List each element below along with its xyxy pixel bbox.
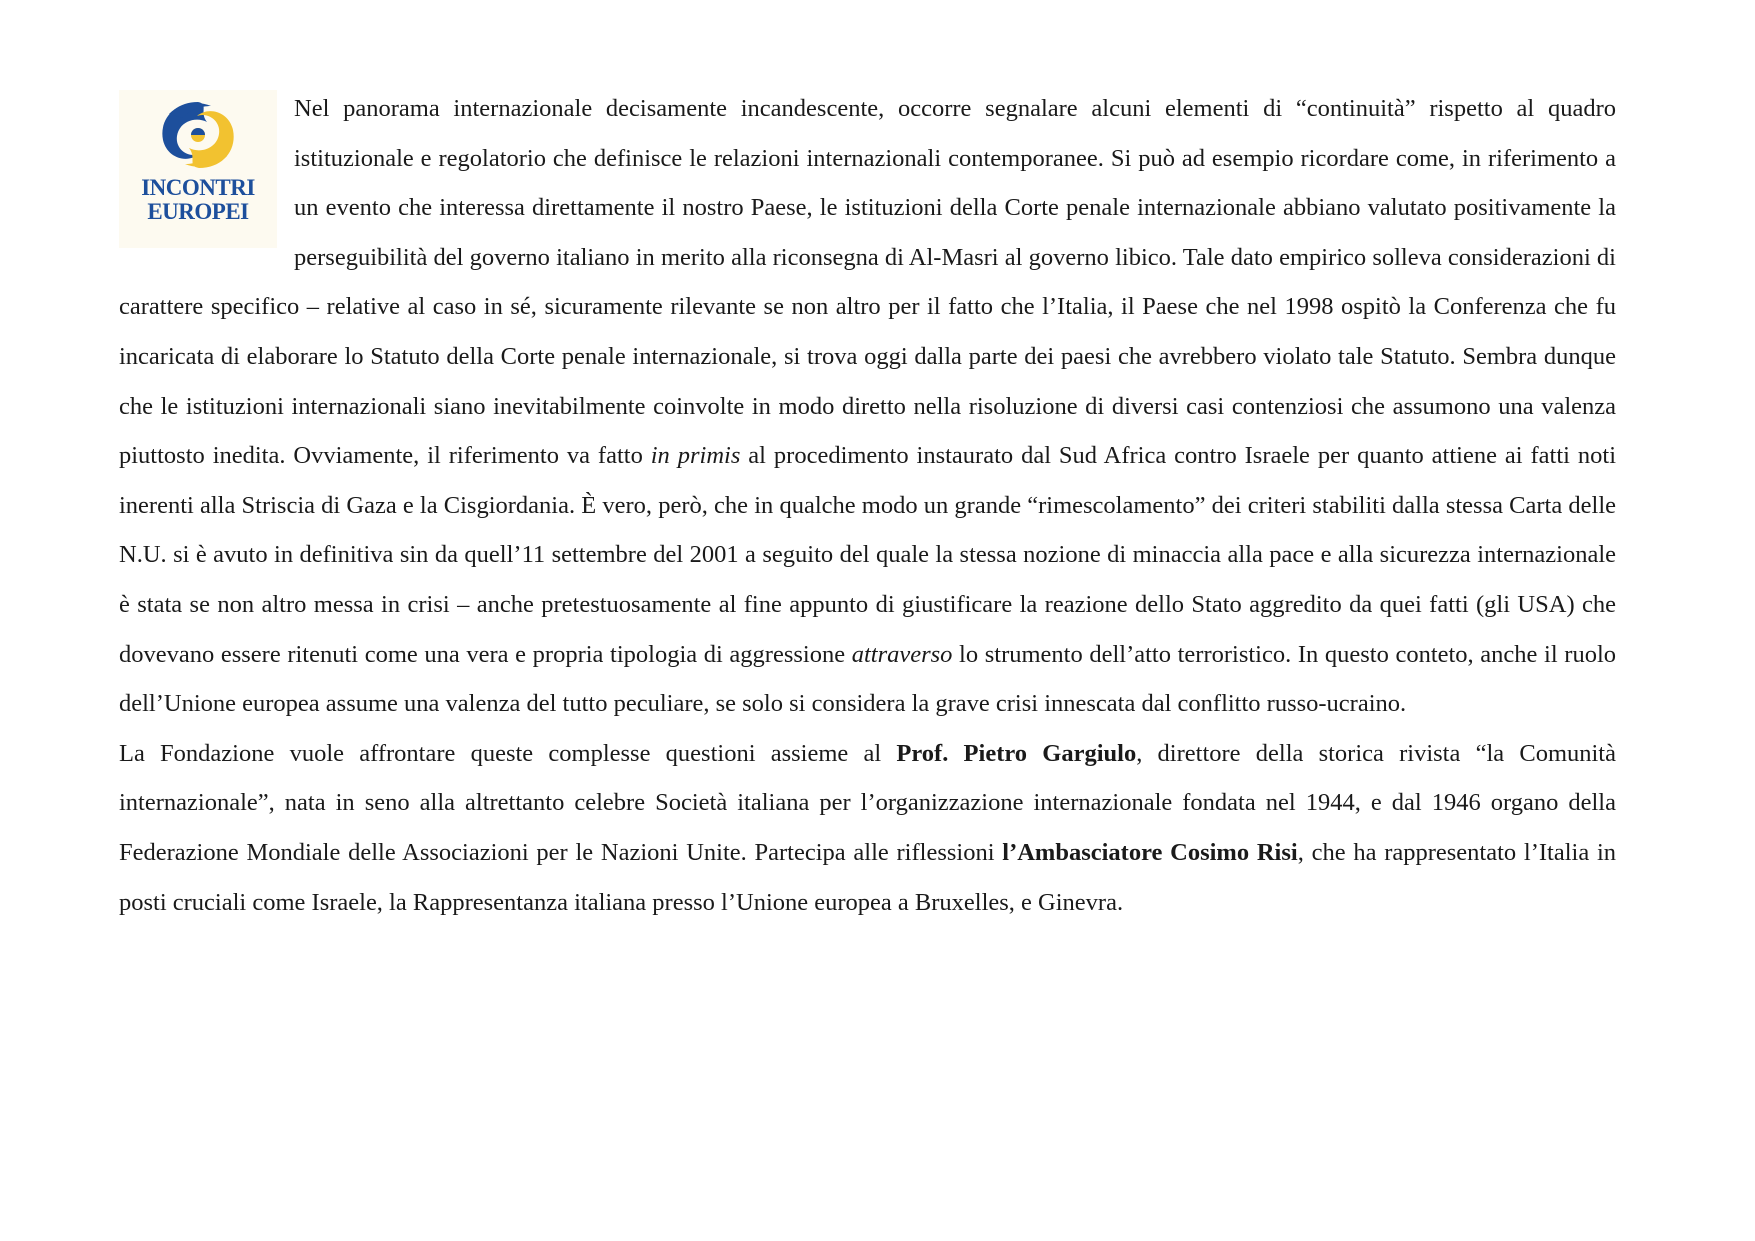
paragraph-text: La Fondazione vuole affrontare queste complesse questioni assieme al: [119, 739, 897, 767]
speaker-name-gargiulo: Prof. Pietro Gargiulo: [896, 739, 1137, 767]
paragraph-text: , che ha rappresentato l’Italia in posti cruciali come Israele, la Rappresentanza italiana presso l’Unione europea a Bruxelles, e Ginevra.: [119, 838, 1617, 916]
swirl-logo-icon: [119, 90, 277, 180]
paragraph-speakers: [119, 729, 1616, 927]
incontri-europei-logo: [119, 90, 277, 248]
logo-text-europei: EUROPEI: [147, 199, 249, 224]
logo-text-incontri: INCONTRI: [141, 175, 255, 200]
paragraph-text: Nel panorama internazionale decisamente incandescente, occorre segnalare alcuni elementi di “continuità” rispetto al quadro istituzionale e regolatorio che definisce le relazioni internazionali contemporanee. Si può ad esempio ricordare come, in riferimento a un evento che interessa direttamente il nostro Paese, le istituzioni della Corte penale internazionale abbiano valutato positivamente la perseguibilità del governo italiano in merito alla riconsegna di Al-Masri al governo libico. Tale dato empirico solleva considerazioni di carattere specifico – relative al caso in sé, sicuramente rilevante se non altro per il fatto che l’Italia, il Paese che nel 1998 ospitò la Conferenza che fu incaricata di elaborare lo Statuto della Corte penale internazionale, si trova oggi dalla parte dei paesi che avrebbero violato tale Statuto. Sembra dunque che le istituzioni internazionali siano inevitabilmente coinvolte in modo diretto nella risoluzione di diversi casi contenziosi che assumono una valenza piuttosto inedita. Ovviamente, il riferimento va fatto: [119, 95, 1616, 470]
paragraph-text: , direttore della storica rivista “la Comunità internazionale”, nata in seno alla altrettanto celebre Società italiana per l’organizzazione internazionale fondata nel 1944, e dal 1946 organo della Federazione Mondiale delle Associazioni per le Nazioni Unite. Partecipa alle riflessioni: [119, 739, 1616, 866]
paragraph-intro: [119, 84, 1616, 729]
paragraph-text: lo strumento dell’atto terroristico. In questo conteto, anche il ruolo dell’Unione europea assume una valenza del tutto peculiare, se solo si considera la grave crisi innescata dal conflitto russo-ucraino.: [119, 640, 1616, 718]
italic-attraverso: attraverso: [851, 640, 953, 668]
speaker-name-risi: l’Ambasciatore Cosimo Risi: [1002, 838, 1298, 866]
italic-in-primis: in primis: [650, 442, 741, 470]
paragraph-text: al procedimento instaurato dal Sud Africa contro Israele per quanto attiene ai fatti noti inerenti alla Striscia di Gaza e la Cisgiordania. È vero, però, che in qualche modo un grande “rimescolamento” dei criteri stabiliti dalla stessa Carta delle N.U. si è avuto in definitiva sin da quell’11 settembre del 2001 a seguito del quale la stessa nozione di minaccia alla pace e alla sicurezza internazionale è stata se non altro messa in crisi – anche pretestuosamente al fine appunto di giustificare la reazione dello Stato aggredito da quei fatti (gli USA) che dovevano essere ritenuti come una vera e propria tipologia di aggressione: [119, 442, 1616, 668]
document-body: [119, 84, 1616, 927]
